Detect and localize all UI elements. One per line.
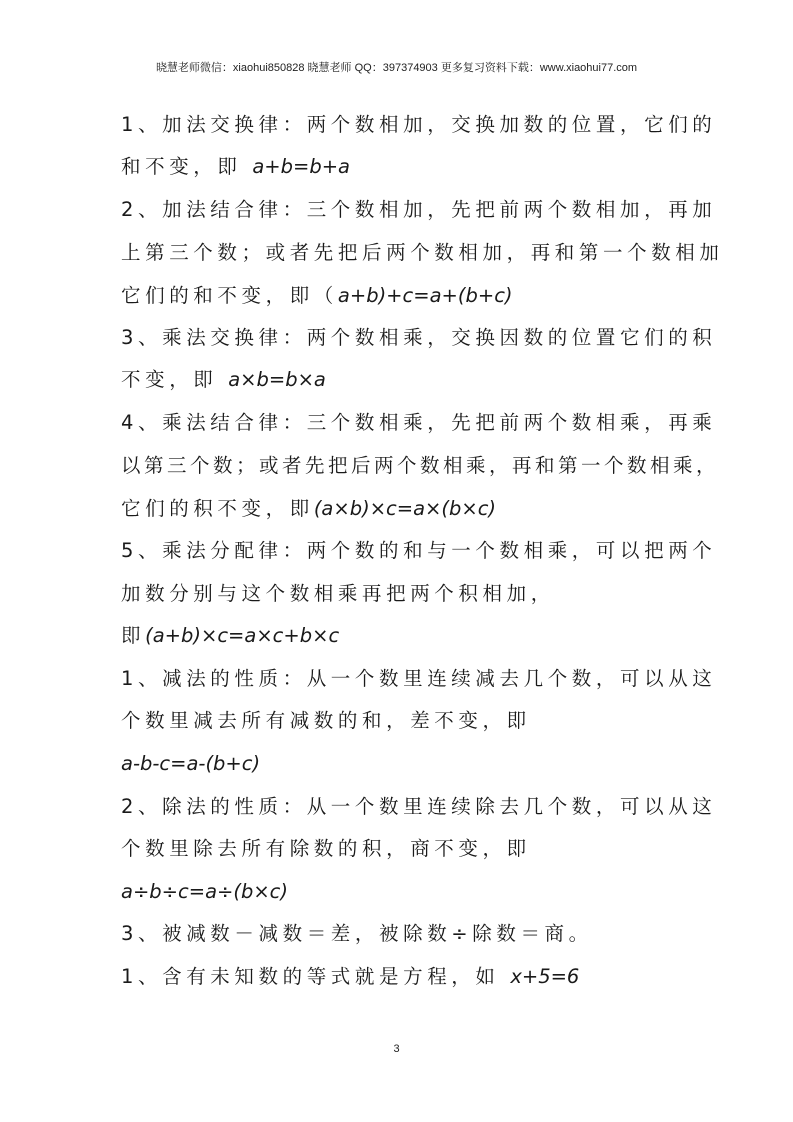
formula: a÷b÷c=a÷(b×c) [121, 880, 289, 903]
formula: a×b=b×a [228, 368, 326, 391]
text-line: 个数里减去所有减数的和，差不变，即 [121, 709, 531, 732]
text-line: 加数分别与这个数相乘再把两个积相加， [121, 582, 555, 605]
text-line: 和不变，即 a+b=b+a [121, 155, 350, 178]
text-line: 即(a+b)×c=a×c+b×c [121, 624, 340, 647]
text-line: 4、乘法结合律：三个数相乘，先把前两个数相乘，再乘 [121, 411, 717, 434]
text-line: 它们的积不变，即(a×b)×c=a×(b×c) [121, 497, 497, 520]
formula: a+b)+c=a+(b+c) [337, 284, 513, 307]
text-line: 3、乘法交换律：两个数相乘，交换因数的位置它们的积 [121, 326, 717, 349]
text-line: 2、除法的性质：从一个数里连续除去几个数，可以从这 [121, 795, 717, 818]
text-line [121, 751, 260, 777]
page-number: 3 [393, 1043, 400, 1055]
text-line: 以第三个数；或者先把后两个数相乘，再和第一个数相乘， [121, 454, 720, 477]
text-line: 1、减法的性质：从一个数里连续减去几个数，可以从这 [121, 667, 717, 690]
page-header: 晓慧老师微信：xiaohui850828 晓慧老师 QQ：397374903 更多复习资料下载：www.xiaohui77.com [155, 62, 638, 74]
text-line: 它们的和不变，即（a+b)+c=a+(b+c) [121, 284, 513, 307]
formula: a+b=b+a [252, 155, 350, 178]
text-line: 1、加法交换律：两个数相加，交换加数的位置，它们的 [121, 113, 717, 136]
text-line: 1、含有未知数的等式就是方程，如 x+5=6 [121, 965, 580, 988]
text-line: 个数里除去所有除数的积，商不变，即 [121, 837, 531, 860]
formula: (a+b)×c=a×c+b×c [145, 624, 340, 647]
text-line: 不变，即 a×b=b×a [121, 368, 326, 391]
text-line [121, 879, 288, 905]
formula: (a×b)×c=a×(b×c) [313, 497, 497, 520]
text-line: 5、乘法分配律：两个数的和与一个数相乘，可以把两个 [121, 539, 717, 562]
text-line: 2、加法结合律：三个数相加，先把前两个数相加，再加 [121, 198, 717, 221]
text-line: 3、被减数－减数＝差，被除数÷除数＝商。 [121, 922, 593, 945]
formula: x+5=6 [510, 965, 580, 988]
text-line: 上第三个数；或者先把后两个数相加，再和第一个数相加 [121, 241, 724, 264]
formula: a-b-c=a-(b+c) [121, 752, 261, 775]
